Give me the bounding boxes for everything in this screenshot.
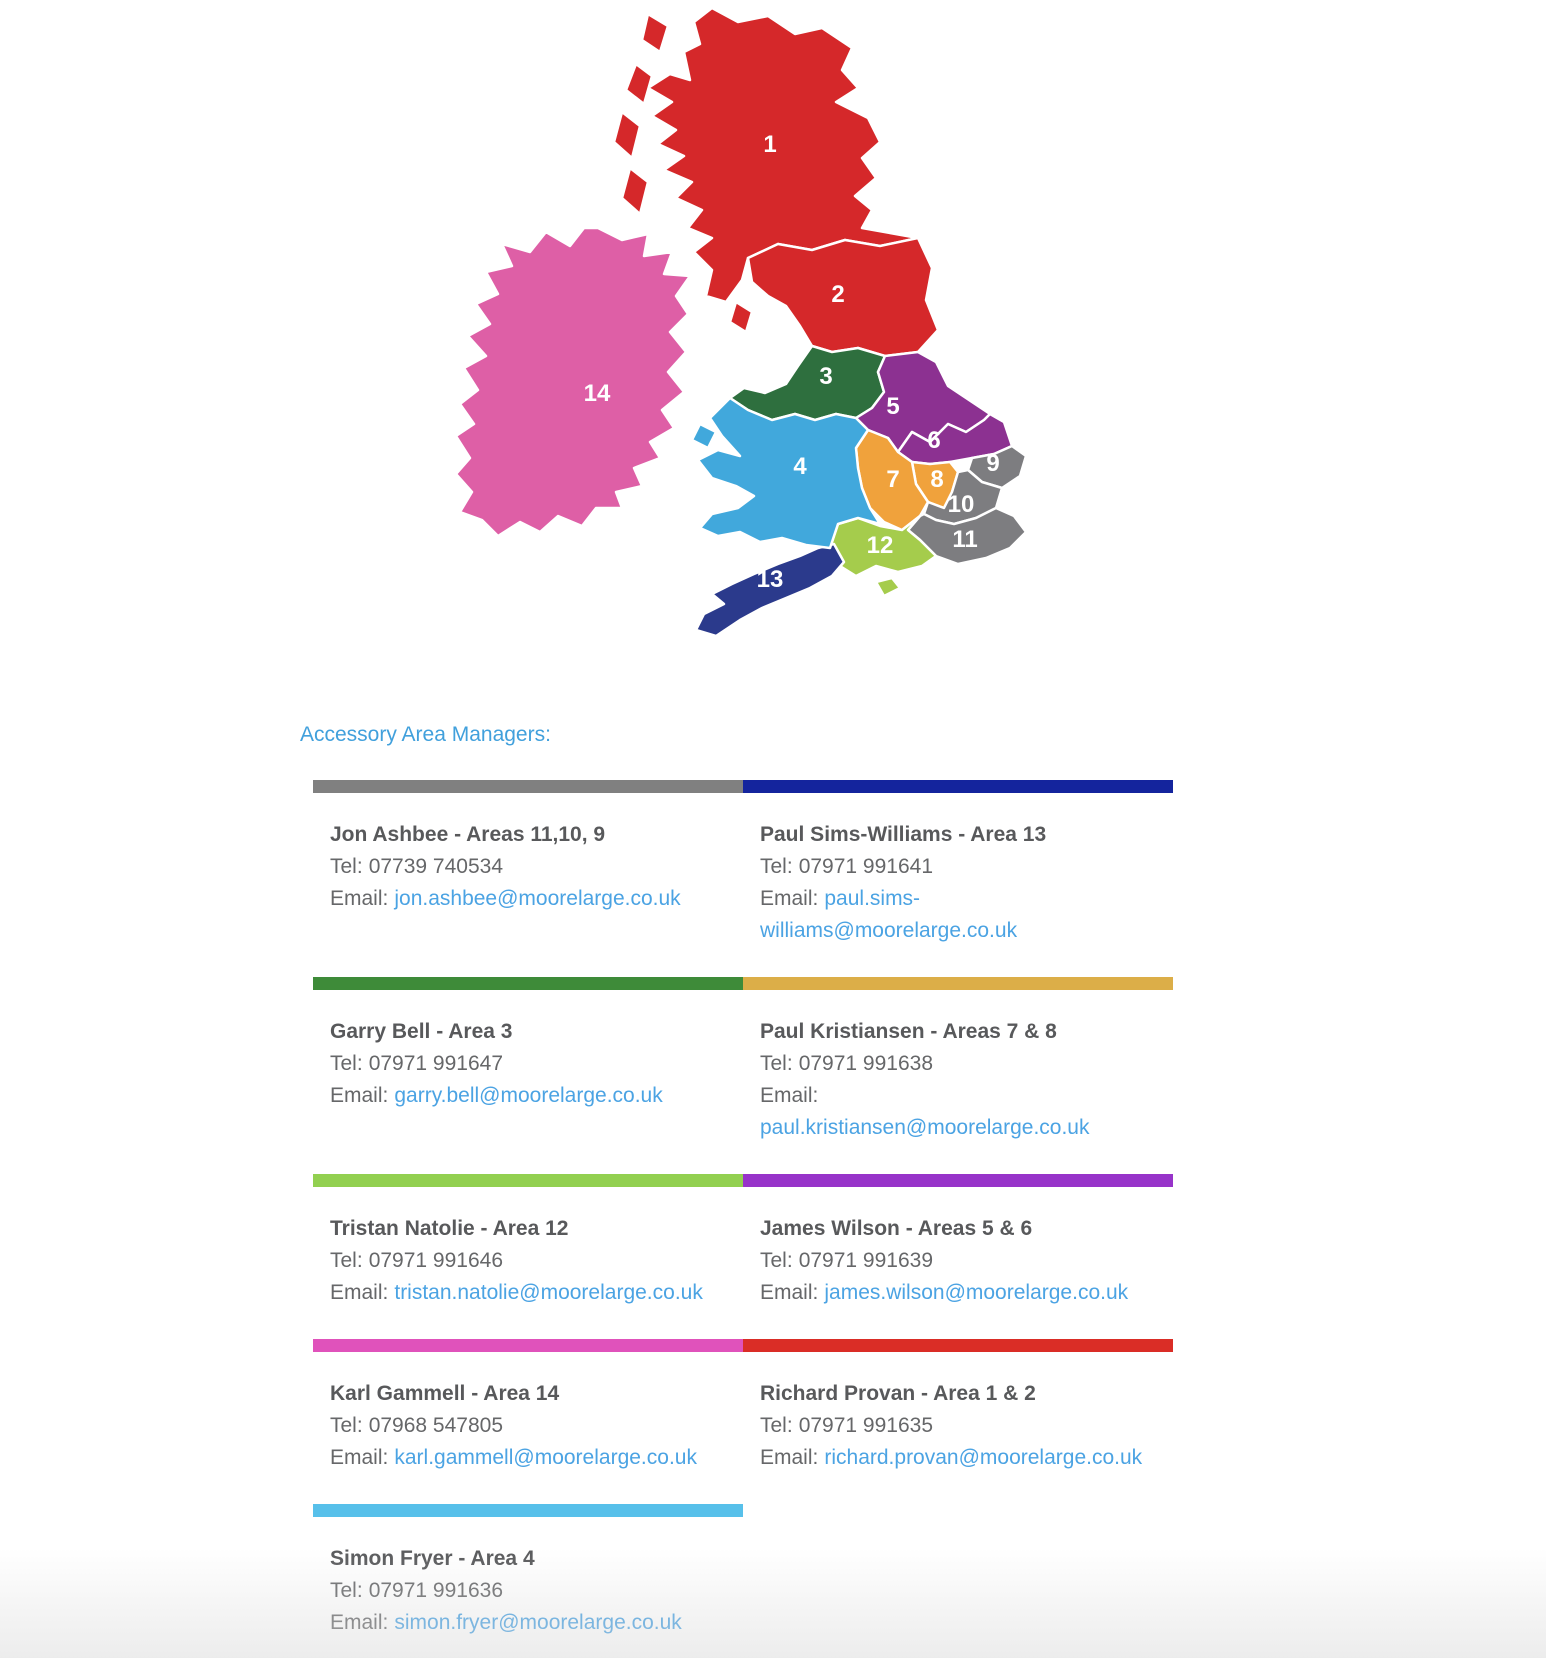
email-link[interactable]: jon.ashbee@moorelarge.co.uk — [394, 887, 681, 910]
manager-color-bar — [313, 780, 743, 793]
map-island — [614, 112, 640, 158]
email-link[interactable]: james.wilson@moorelarge.co.uk — [824, 1281, 1129, 1304]
manager-name: Jon Ashbee - Areas 11,10, 9 — [330, 823, 606, 846]
map-area-label-9: 9 — [986, 450, 1000, 477]
manager-name: Simon Fryer - Area 4 — [330, 1547, 535, 1570]
map-area-label-11: 11 — [952, 526, 978, 553]
manager-color-bar — [743, 1174, 1173, 1187]
map-area-label-8: 8 — [930, 466, 944, 493]
email-label: Email: — [760, 1084, 819, 1107]
manager-color-bar — [313, 1339, 743, 1352]
tel-label: Tel: — [330, 1414, 363, 1437]
email-link[interactable]: williams@moorelarge.co.uk — [760, 919, 1018, 942]
email-label: Email: — [330, 1084, 389, 1107]
manager-tel-line — [330, 1410, 729, 1442]
map-island — [692, 424, 716, 448]
map-area-label-10: 10 — [947, 491, 975, 518]
manager-name: Paul Sims-Williams - Area 13 — [760, 823, 1047, 846]
tel-label: Tel: — [760, 855, 793, 878]
managers-section — [300, 722, 1186, 1639]
section-heading: Accessory Area Managers: — [300, 723, 551, 746]
manager-card — [743, 780, 1173, 947]
map-region-3 — [730, 346, 885, 420]
tel-label: Tel: — [330, 855, 363, 878]
manager-tel-line — [760, 1245, 1159, 1277]
manager-color-bar — [313, 1174, 743, 1187]
manager-tel-line — [760, 1048, 1159, 1080]
manager-email-line — [330, 1607, 729, 1639]
manager-tel-line — [760, 1410, 1159, 1442]
map-island — [642, 14, 668, 52]
manager-name: Richard Provan - Area 1 & 2 — [760, 1382, 1036, 1405]
manager-tel-line — [760, 851, 1159, 883]
manager-card-body — [743, 793, 1173, 947]
manager-card-body — [743, 1187, 1173, 1309]
email-link[interactable]: garry.bell@moorelarge.co.uk — [394, 1084, 663, 1107]
tel-value: 07739 740534 — [368, 855, 503, 878]
email-label: Email: — [330, 1281, 389, 1304]
tel-label: Tel: — [330, 1249, 363, 1272]
manager-card-body — [313, 990, 743, 1112]
manager-tel-line — [330, 1048, 729, 1080]
manager-name: James Wilson - Areas 5 & 6 — [760, 1217, 1033, 1240]
tel-label: Tel: — [760, 1414, 793, 1437]
tel-value: 07971 991639 — [798, 1249, 933, 1272]
manager-card — [743, 1339, 1173, 1474]
manager-card — [313, 977, 743, 1144]
manager-color-bar — [313, 1504, 743, 1517]
email-link[interactable]: richard.provan@moorelarge.co.uk — [824, 1446, 1143, 1469]
manager-card — [743, 1174, 1173, 1309]
tel-value: 07971 991636 — [368, 1579, 503, 1602]
map-island — [876, 578, 900, 596]
map-island — [622, 168, 648, 214]
uk-ireland-sales-area-map — [0, 0, 1546, 660]
manager-email-line — [760, 1080, 1159, 1144]
tel-label: Tel: — [760, 1052, 793, 1075]
map-area-label-2: 2 — [831, 281, 845, 308]
email-label: Email: — [760, 887, 819, 910]
map-island — [730, 302, 752, 332]
tel-label: Tel: — [760, 1249, 793, 1272]
manager-color-bar — [313, 977, 743, 990]
map-area-label-3: 3 — [819, 363, 833, 390]
manager-name: Karl Gammell - Area 14 — [330, 1382, 560, 1405]
manager-email-line — [330, 883, 729, 915]
tel-value: 07971 991635 — [798, 1414, 933, 1437]
manager-email-line — [760, 1442, 1159, 1474]
manager-cards-grid — [313, 780, 1186, 1639]
map-area-label-5: 5 — [886, 393, 900, 420]
manager-email-line — [330, 1080, 729, 1112]
map-region-14 — [456, 228, 690, 536]
tel-value: 07971 991638 — [798, 1052, 933, 1075]
map-area-label-14: 14 — [583, 380, 611, 407]
map-island — [626, 64, 652, 104]
manager-card — [313, 1504, 743, 1639]
email-link[interactable]: simon.fryer@moorelarge.co.uk — [394, 1611, 682, 1634]
manager-card-body — [313, 1352, 743, 1474]
tel-label: Tel: — [330, 1052, 363, 1075]
email-label: Email: — [760, 1446, 819, 1469]
map-area-label-13: 13 — [756, 566, 784, 593]
manager-tel-line — [330, 1245, 729, 1277]
tel-value: 07971 991647 — [368, 1052, 503, 1075]
email-link[interactable]: tristan.natolie@moorelarge.co.uk — [394, 1281, 703, 1304]
manager-card — [313, 780, 743, 947]
manager-color-bar — [743, 780, 1173, 793]
manager-color-bar — [743, 1339, 1173, 1352]
manager-card-body — [313, 793, 743, 915]
manager-email-line — [330, 1442, 729, 1474]
email-label: Email: — [330, 1611, 389, 1634]
email-label: Email: — [330, 1446, 389, 1469]
manager-tel-line — [330, 851, 729, 883]
map-area-label-7: 7 — [886, 466, 900, 493]
map-area-label-1: 1 — [763, 131, 777, 158]
manager-card — [313, 1174, 743, 1309]
manager-email-line — [760, 883, 1159, 947]
manager-name: Tristan Natolie - Area 12 — [330, 1217, 569, 1240]
manager-color-bar — [743, 977, 1173, 990]
email-label: Email: — [760, 1281, 819, 1304]
manager-email-line — [330, 1277, 729, 1309]
manager-card-body — [743, 1352, 1173, 1474]
tel-value: 07971 991641 — [798, 855, 933, 878]
manager-tel-line — [330, 1575, 729, 1607]
manager-card-body — [313, 1187, 743, 1309]
email-link[interactable]: paul.kristiansen@moorelarge.co.uk — [760, 1116, 1090, 1139]
manager-email-line — [760, 1277, 1159, 1309]
tel-value: 07968 547805 — [368, 1414, 503, 1437]
map-area-label-6: 6 — [927, 427, 941, 454]
tel-label: Tel: — [330, 1579, 363, 1602]
email-link[interactable]: karl.gammell@moorelarge.co.uk — [394, 1446, 697, 1469]
map-area-label-12: 12 — [866, 532, 894, 559]
manager-card — [743, 977, 1173, 1144]
manager-name: Garry Bell - Area 3 — [330, 1020, 513, 1043]
manager-card-body — [313, 1517, 743, 1639]
email-link[interactable]: paul.sims- — [824, 887, 921, 910]
email-label: Email: — [330, 887, 389, 910]
manager-card — [313, 1339, 743, 1474]
tel-value: 07971 991646 — [368, 1249, 503, 1272]
manager-name: Paul Kristiansen - Areas 7 & 8 — [760, 1020, 1057, 1043]
map-area-label-4: 4 — [793, 453, 807, 480]
manager-card-body — [743, 990, 1173, 1144]
